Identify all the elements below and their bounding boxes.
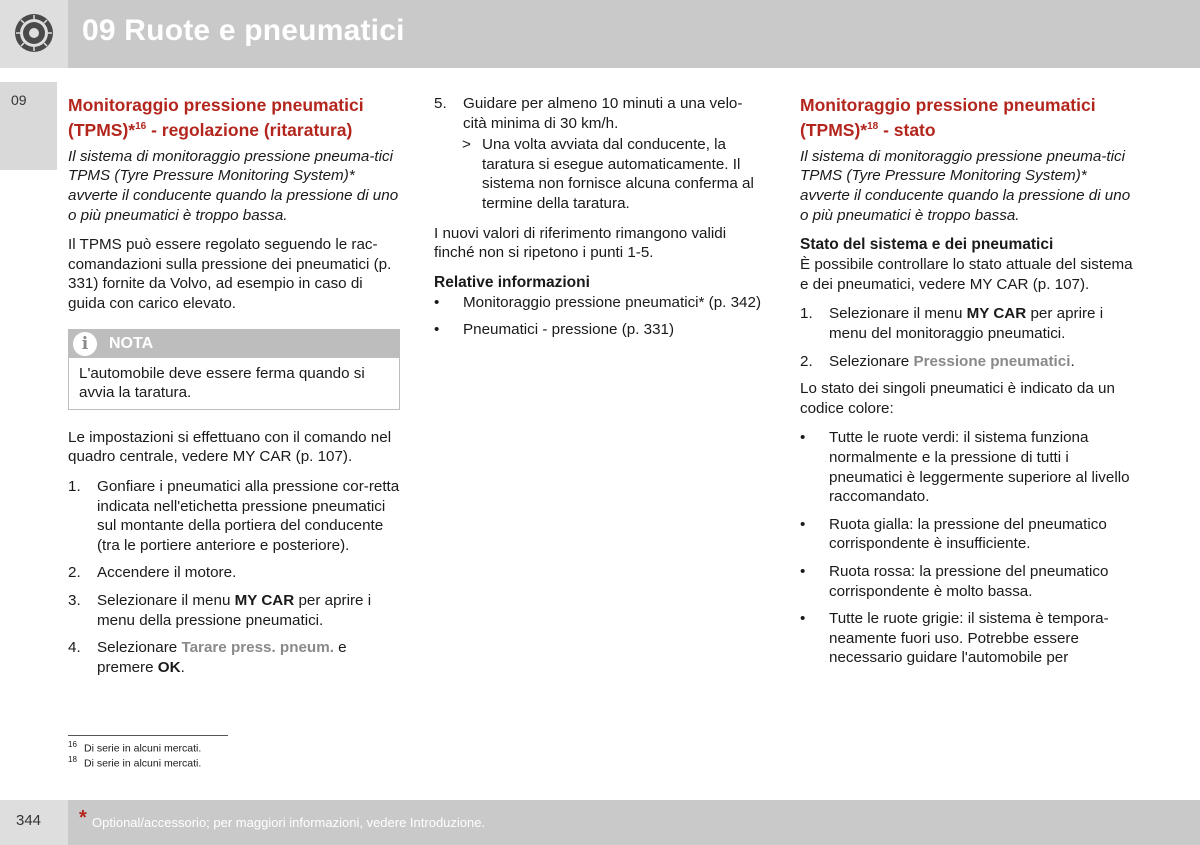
body-paragraph: Il TPMS può essere regolato seguendo le rac-comandazioni sulla pressione dei pneumatici (p. 331) fornite da Volvo, ad esempio in caso di guida con carico elevato. xyxy=(68,236,392,312)
step-item: 1. Gonfiare i pneumatici alla pressione cor-retta indicata nell'etichetta pressione pneumatici sul montante della portiera del conducente (tra le portiere anteriore e posteriore). xyxy=(68,477,400,554)
footer-note: Optional/accessorio; per maggiori informazioni, vedere Introduzione. xyxy=(92,815,486,830)
footnote-ref-18[interactable]: 18 xyxy=(867,121,879,132)
note-box xyxy=(68,329,400,410)
steps-list xyxy=(434,94,764,133)
menu-option: Tarare press. pneum. xyxy=(181,639,334,657)
body-paragraph: Le impostazioni si effettuano con il comando nel quadro centrale, vedere MY CAR (p. 107). xyxy=(68,428,392,466)
footnote: $^{16}$ Di serie in alcuni mercati. xyxy=(68,740,202,755)
step-item: 5. Guidare per almeno 10 minuti a una velo-cità minima di 30 km/h. xyxy=(434,95,743,132)
step-result: > Una volta avviata dal conducente, la taratura si esegue automaticamente. Il sistema non fornisce alcuna conferma al termine della taratura. xyxy=(462,136,754,212)
footnote-ref-16[interactable]: 16 xyxy=(135,121,147,132)
footnote: $^{18}$ Di serie in alcuni mercati. xyxy=(68,755,202,770)
step-item: 2. Selezionare Pressione pneumatici. xyxy=(800,352,1075,370)
list-item: • Tutte le ruote grigie: il sistema è tempora-neamente fuori uso. Potrebbe essere necessario guidare l'automobile per xyxy=(800,610,1109,667)
step-item: 2. Accendere il motore. xyxy=(68,564,237,582)
footnote-divider xyxy=(68,735,228,736)
subheading: Stato del sistema e dei pneumatici xyxy=(800,236,1054,254)
page-number: 344 xyxy=(16,812,42,829)
column-stato xyxy=(800,94,1135,676)
note-text: L'automobile deve essere ferma quando si avvia la taratura. xyxy=(79,364,365,402)
tire-icon xyxy=(14,13,54,53)
step-item: 3. Selezionare il menu MY CAR per aprire i menu della pressione pneumatici. xyxy=(68,591,372,629)
note-title: NOTA xyxy=(109,334,154,352)
step-item: 1. Selezionare il menu MY CAR per aprire i menu del monitoraggio pneumatici. xyxy=(800,305,1104,342)
chapter-side-tab xyxy=(0,82,57,170)
column-regolazione xyxy=(68,94,400,685)
chapter-side-tab-label: 09 xyxy=(11,92,27,108)
intro-paragraph: Il sistema di monitoraggio pressione pneuma-tici TPMS (Tyre Pressure Monitoring System)* avverte il conducente quando la pressione di uno o più pneumatici è troppo bassa. xyxy=(68,147,399,224)
chapter-title: 09 Ruote e pneumatici xyxy=(82,14,405,47)
section-title-regolazione: Monitoraggio pressione pneumatici (TPMS)*$^{16}$ - regolazione (ritaratura) xyxy=(68,95,364,140)
list-item: • Ruota gialla: la pressione del pneumatico corrispondente è insufficiente. xyxy=(800,515,1107,553)
related-list xyxy=(434,293,764,340)
related-heading: Relative informazioni xyxy=(434,273,590,291)
chapter-icon-box xyxy=(0,0,68,68)
menu-option: Pressione pneumatici xyxy=(913,352,1071,370)
note-header xyxy=(69,330,399,358)
body-paragraph: I nuovi valori di riferimento rimangono validi finché non si ripetono i punti 1-5. xyxy=(434,224,727,262)
section-title-stato: Monitoraggio pressione pneumatici (TPMS)*$^{18}$ - stato xyxy=(800,95,1096,140)
optional-star-icon: * xyxy=(79,807,87,829)
info-icon: i xyxy=(73,332,97,356)
steps-list xyxy=(800,304,1135,371)
related-link[interactable]: • Monitoraggio pressione pneumatici* (p. 342) xyxy=(434,293,762,311)
related-link[interactable]: • Pneumatici - pressione (p. 331) xyxy=(434,321,675,339)
button-name: OK xyxy=(157,658,181,676)
list-item: • Ruota rossa: la pressione del pneumatico corrispondente è molto bassa. xyxy=(800,562,1109,600)
menu-name: MY CAR xyxy=(234,591,295,609)
column-continuation xyxy=(434,94,764,348)
body-paragraph: È possibile controllare lo stato attuale del sistema e dei pneumatici, vedere MY CAR (p. 107). xyxy=(800,256,1133,293)
color-code-list xyxy=(800,428,1135,668)
intro-paragraph: Il sistema di monitoraggio pressione pneuma-tici TPMS (Tyre Pressure Monitoring System)* avverte il conducente quando la pressione di uno o più pneumatici è troppo bassa. xyxy=(800,147,1131,224)
body-paragraph: Lo stato dei singoli pneumatici è indicato da un codice colore: xyxy=(800,380,1115,417)
list-item: • Tutte le ruote verdi: il sistema funziona normalmente e la pressione di tutti i pneumatici è leggermente superiore al livello raccomandato. xyxy=(800,429,1130,506)
menu-name: MY CAR xyxy=(966,305,1027,323)
step-item: 4. Selezionare Tarare press. pneum. e premere OK. xyxy=(68,639,347,676)
steps-list xyxy=(68,477,400,677)
